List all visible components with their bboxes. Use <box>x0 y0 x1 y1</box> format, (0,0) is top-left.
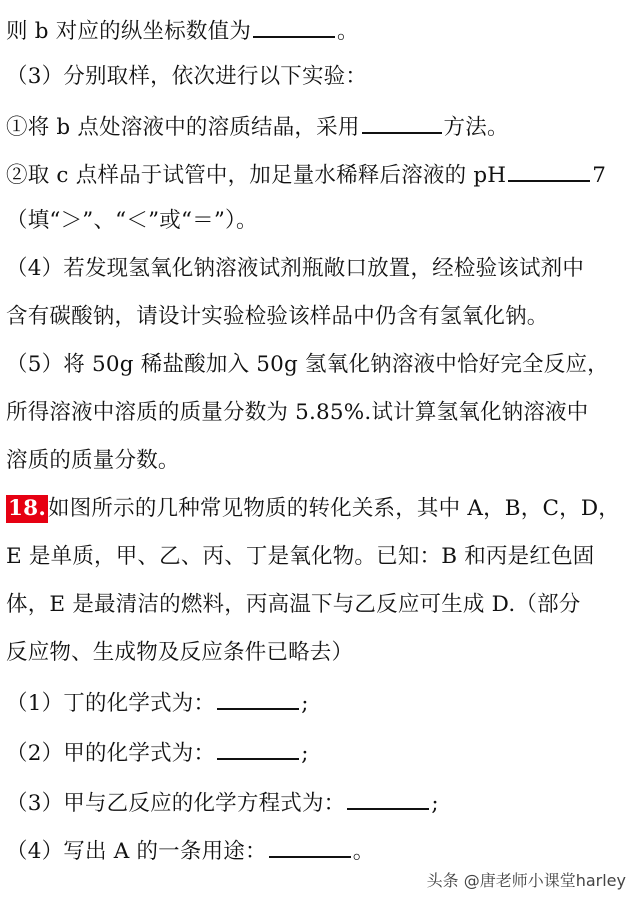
line-6-text: （4）若发现氢氧化钠溶液试剂瓶敞口放置，经检验该试剂中 <box>6 256 585 281</box>
text-line-13 <box>6 590 634 620</box>
answer-blank-use <box>269 834 351 858</box>
text-line-3 <box>6 110 634 143</box>
answer-blank-ding-formula <box>217 686 299 710</box>
line-9-text: 所得溶液中溶质的质量分数为 5.85%.试计算氢氧化钠溶液中 <box>6 400 589 425</box>
line-5-text: （填“＞”、“＜”或“＝”）。 <box>6 208 258 233</box>
answer-blank-ph <box>508 158 590 182</box>
line-1-end: 。 <box>337 19 359 44</box>
text-line-17 <box>6 786 634 819</box>
text-line-1 <box>6 14 634 47</box>
answer-blank-b-value <box>253 14 335 38</box>
line-15-text: （1）丁的化学式为： <box>6 691 216 716</box>
text-line-8 <box>6 350 634 380</box>
text-line-6 <box>6 254 634 284</box>
text-line-4 <box>6 158 634 191</box>
line-16-text: （2）甲的化学式为： <box>6 741 216 766</box>
question-number-badge: 18. <box>8 496 47 521</box>
answer-blank-method <box>362 110 442 134</box>
line-18-end: 。 <box>352 839 375 864</box>
line-14-text: 反应物、生成物及反应条件已略去） <box>6 640 354 665</box>
watermark <box>427 868 626 891</box>
line-1-text: 则 b 对应的纵坐标数值为 <box>6 19 252 44</box>
line-11-text: 如图所示的几种常见物质的转化关系，其中 A，B，C，D， <box>48 496 620 521</box>
line-3-end: 方法。 <box>443 115 509 140</box>
text-line-18 <box>6 834 634 867</box>
line-15-end: ; <box>301 691 309 716</box>
line-4-end: 7 <box>592 163 607 188</box>
text-line-2 <box>6 62 634 92</box>
text-line-7 <box>6 302 634 332</box>
line-3-text: ①将 b 点处溶液中的溶质结晶，采用 <box>6 115 360 140</box>
text-line-15 <box>6 686 634 719</box>
text-line-9 <box>6 398 634 428</box>
line-8-text: （5）将 50g 稀盐酸加入 50g 氢氧化钠溶液中恰好完全反应， <box>6 352 609 377</box>
text-line-10 <box>6 446 634 476</box>
line-7-text: 含有碳酸钠，请设计实验检验该样品中仍含有氢氧化钠。 <box>6 304 549 329</box>
line-16-end: ; <box>301 741 309 766</box>
line-10-text: 溶质的质量分数。 <box>6 448 180 473</box>
question-18-line-1 <box>6 494 634 524</box>
line-2-text: （3）分别取样，依次进行以下实验： <box>6 64 368 89</box>
line-18-text: （4）写出 A 的一条用途： <box>6 839 267 864</box>
line-12-text: E 是单质，甲、乙、丙、丁是氧化物。已知：B 和丙是红色固 <box>6 544 595 569</box>
answer-blank-jia-formula <box>217 736 299 760</box>
text-line-14 <box>6 638 634 668</box>
text-line-12 <box>6 542 634 572</box>
watermark-text: 头条 @唐老师小课堂harley <box>426 871 626 890</box>
line-13-text: 体，E 是最清洁的燃料，丙高温下与乙反应可生成 D.（部分 <box>6 592 581 617</box>
text-line-16 <box>6 736 634 769</box>
line-4-text: ②取 c 点样品于试管中，加足量水稀释后溶液的 pH <box>6 163 507 188</box>
line-17-text: （3）甲与乙反应的化学方程式为： <box>6 791 346 816</box>
line-17-end: ; <box>431 791 439 816</box>
text-line-5 <box>6 206 634 236</box>
answer-blank-equation <box>347 786 429 810</box>
